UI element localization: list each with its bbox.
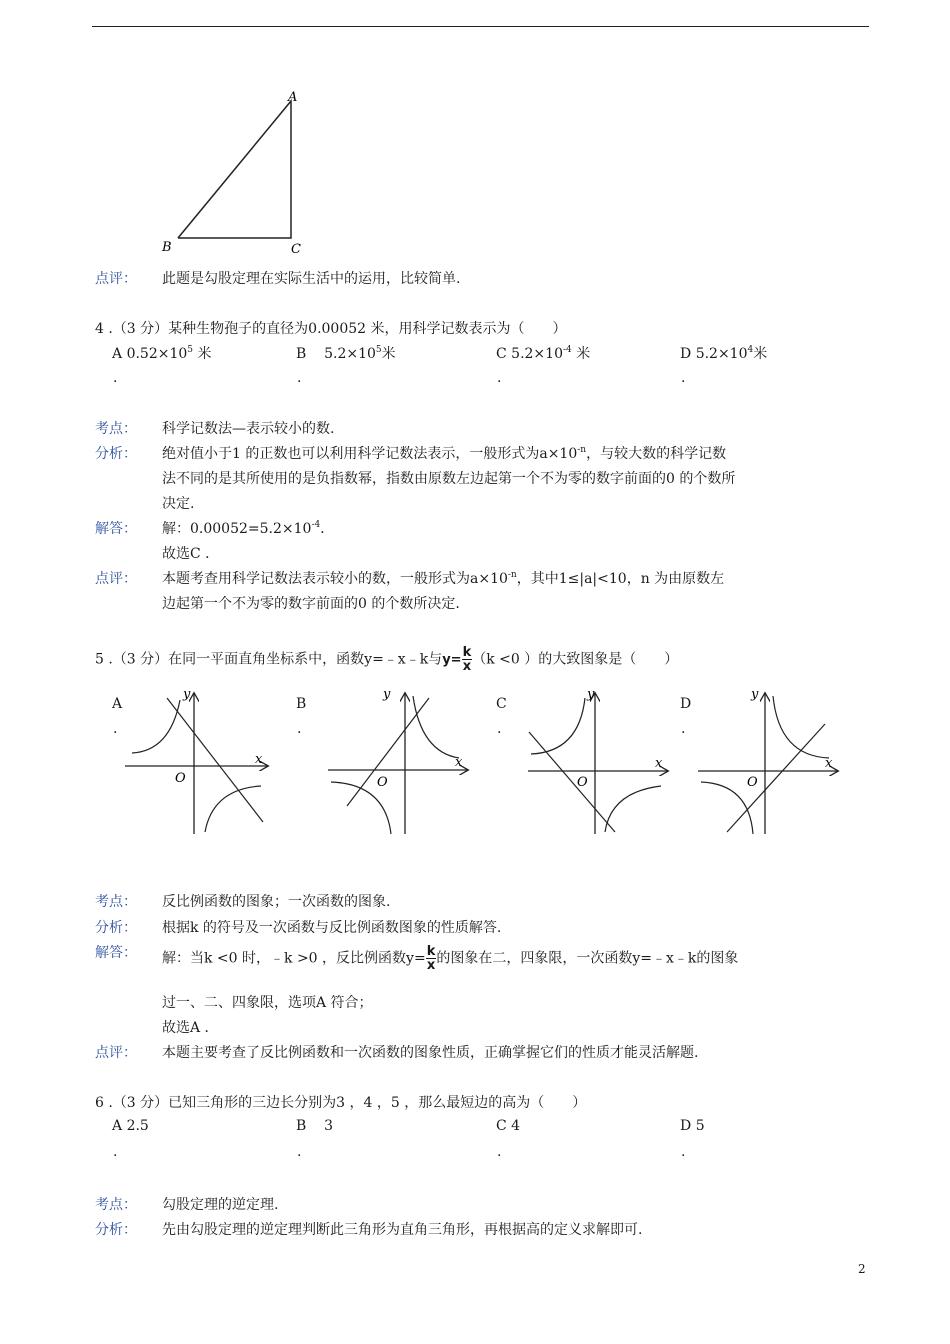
page-number: 2 [858,1262,866,1276]
option-letter: B [296,1118,307,1134]
q4-option-d-dot: . [681,370,686,386]
q4-fenxi-line3: 决定. [162,496,195,512]
option-letter: D [680,1118,692,1134]
fraction-numerator: k [462,645,472,660]
q6-stem: 6 .（3 分）已知三角形的三边长分别为3 ，4 ，5 ，那么最短边的高为（ ） [95,1095,587,1111]
q5-option-b-letter[interactable]: B [296,696,307,712]
option-value: 2.5 [126,1118,149,1134]
q6-fenxi-label: 分析： [95,1222,137,1238]
q5-stem [95,646,678,673]
option-letter: B [296,346,307,362]
q6-option-c-dot: . [497,1144,502,1160]
q5-stem-y: y= [442,652,462,668]
q4-fenxi-line2: 法不同的是其所使用的是负指数幂，指数由原数左边起第一个不为零的数字前面的0 的个数所 [162,471,736,487]
q4-dianping-line1 [162,568,724,588]
q6-option-b[interactable] [296,1118,333,1134]
option-base: 5.2×10 [324,346,376,362]
q5-dianping: 本题主要考查了反比例函数和一次函数的图象性质，正确掌握它们的性质才能灵活解题. [162,1045,699,1061]
hyperbola-branch [132,700,180,753]
text: 绝对值小于1 的正数也可以利用科学记数法表示，一般形式为a×10 [162,446,578,462]
q5-option-a-letter[interactable]: A [112,696,123,712]
triangle-figure [150,88,320,260]
q4-jieda-line1 [162,518,334,538]
q5-jieda-line1 [162,945,738,972]
text: ，与较大数的科学记数 [586,446,727,462]
q4-option-b-dot: . [297,370,302,386]
q5-fenxi: 根据k 的符号及一次函数与反比例函数图象的性质解答. [162,920,502,936]
q4-stem: 4 .（3 分）某种生物孢子的直径为0.00052 米，用科学记数表示为（ ） [95,321,567,337]
option-base: 5.2×10 [511,346,563,362]
option-value: 5 [695,1118,705,1134]
q3-review-label: 点评： [95,271,137,287]
q5-jieda-fraction [426,945,437,972]
origin-label: O [577,775,588,790]
q4-option-c-dot: . [497,370,502,386]
hyperbola-branch [773,696,829,758]
text: ． [320,521,335,537]
q5-graph-a[interactable] [125,686,275,836]
q4-fenxi-label: 分析： [95,446,137,462]
q6-kaodian: 勾股定理的逆定理. [162,1197,279,1213]
q4-dianping-label: 点评： [95,571,137,587]
y-axis-label: y [183,687,191,702]
q6-fenxi: 先由勾股定理的逆定理判断此三角形为直角三角形，再根据高的定义求解即可. [162,1222,643,1238]
option-letter: A [112,346,123,362]
q4-jieda-label: 解答： [95,521,137,537]
option-exp: 5 [375,345,382,355]
linear-function-line [727,724,825,832]
header-rule [92,26,869,27]
hyperbola-branch [605,786,661,832]
x-axis-label: x [655,756,663,771]
text: ，其中1≤|a|<10，n 为由原数左 [516,571,725,587]
q6-option-d-dot: . [681,1144,686,1160]
option-unit: 米 [381,346,396,362]
text: 本题考查用科学记数法表示较小的数，一般形式为a×10 [162,571,508,587]
option-base: 5.2×10 [695,346,748,362]
option-letter: A [112,1118,123,1134]
option-exp: -4 [562,345,572,355]
q5-option-a-dot: . [113,721,118,737]
triangle-vertex-a: A [288,90,298,105]
option-letter: C [496,346,507,362]
option-exp: 4 [747,345,754,355]
option-exp: 5 [187,345,194,355]
option-letter: D [680,346,692,362]
option-unit: 米 [571,346,591,362]
origin-label: O [175,771,186,786]
q6-option-c[interactable] [496,1118,520,1134]
q4-fenxi-line1 [162,443,726,463]
q5-option-b-dot: . [297,721,302,737]
q5-stem-fraction [462,646,473,673]
text: 的图象在二，四象限，一次函数y=﹣x﹣k的图象 [436,950,739,967]
q4-option-a-dot: . [113,370,118,386]
q5-kaodian-label: 考点： [95,894,137,910]
q5-graph-b[interactable] [325,686,475,836]
q4-option-a[interactable] [112,343,211,363]
q5-jieda-line3: 故选A ． [162,1020,219,1036]
hyperbola-branch [413,696,459,758]
y-axis-label: y [383,687,391,702]
fraction-numerator: k [426,944,436,959]
linear-function-line [167,698,263,822]
x-axis-label: x [455,755,463,770]
exponent: -n [507,570,517,580]
linear-function-line [529,732,615,832]
text: 解：0.00052=5.2×10 [162,521,312,537]
y-axis-label: y [587,687,595,702]
option-value: 4 [511,1118,521,1134]
q6-option-d[interactable] [680,1118,705,1134]
option-base: 0.52×10 [126,346,188,362]
q5-graph-d[interactable] [695,686,845,836]
q4-option-d[interactable] [680,343,767,363]
q5-option-d-dot: . [681,721,686,737]
q4-option-b[interactable] [296,343,396,363]
q6-option-a[interactable] [112,1118,149,1134]
q5-option-c-dot: . [497,721,502,737]
option-unit: 米 [193,346,212,362]
origin-label: O [377,775,388,790]
q5-kaodian: 反比例函数的图象；一次函数的图象. [162,894,391,910]
option-unit: 米 [753,346,768,362]
fraction-denominator: x [462,659,472,674]
exponent: -n [577,445,587,455]
q6-option-b-dot: . [297,1144,302,1160]
y-axis-label: y [751,687,759,702]
text: 解：当k <0 时，﹣k >0 ，反比例函数y= [162,950,426,967]
q3-review-text: 此题是勾股定理在实际生活中的运用，比较简单. [162,271,461,287]
option-letter: C [496,1118,507,1134]
q5-jieda-line2: 过一、二、四象限，选项A 符合； [162,995,373,1011]
q5-stem-text: （k <0 ）的大致图象是（ ） [472,651,679,668]
q5-option-c-letter[interactable]: C [496,696,507,712]
q4-kaodian: 科学记数法—表示较小的数. [162,421,335,437]
x-axis-label: x [825,756,833,771]
q4-option-c[interactable] [496,343,590,363]
origin-label: O [747,775,758,790]
hyperbola-branch [531,698,585,754]
q5-option-d-letter[interactable]: D [680,696,692,712]
q6-option-a-dot: . [113,1144,118,1160]
triangle-vertex-c: C [291,242,301,257]
hyperbola-branch [701,782,753,834]
q5-stem-text: 5 .（3 分）在同一平面直角坐标系中，函数y=﹣x﹣k与 [95,651,443,668]
q4-dianping-line2: 边起第一个不为零的数字前面的0 的个数所决定. [162,596,460,612]
q4-kaodian-label: 考点： [95,421,137,437]
exponent: -4 [311,520,321,530]
q5-graph-c[interactable] [525,686,675,836]
triangle-vertex-b: B [162,240,172,255]
q5-jieda-label: 解答： [95,945,137,961]
q5-fenxi-label: 分析： [95,920,137,936]
q5-dianping-label: 点评： [95,1045,137,1061]
fraction-denominator: x [426,958,436,973]
q6-kaodian-label: 考点： [95,1197,137,1213]
linear-function-line [347,698,429,806]
option-value: 3 [324,1118,334,1134]
q4-jieda-line2: 故选C ． [162,546,220,562]
x-axis-label: x [255,752,263,767]
